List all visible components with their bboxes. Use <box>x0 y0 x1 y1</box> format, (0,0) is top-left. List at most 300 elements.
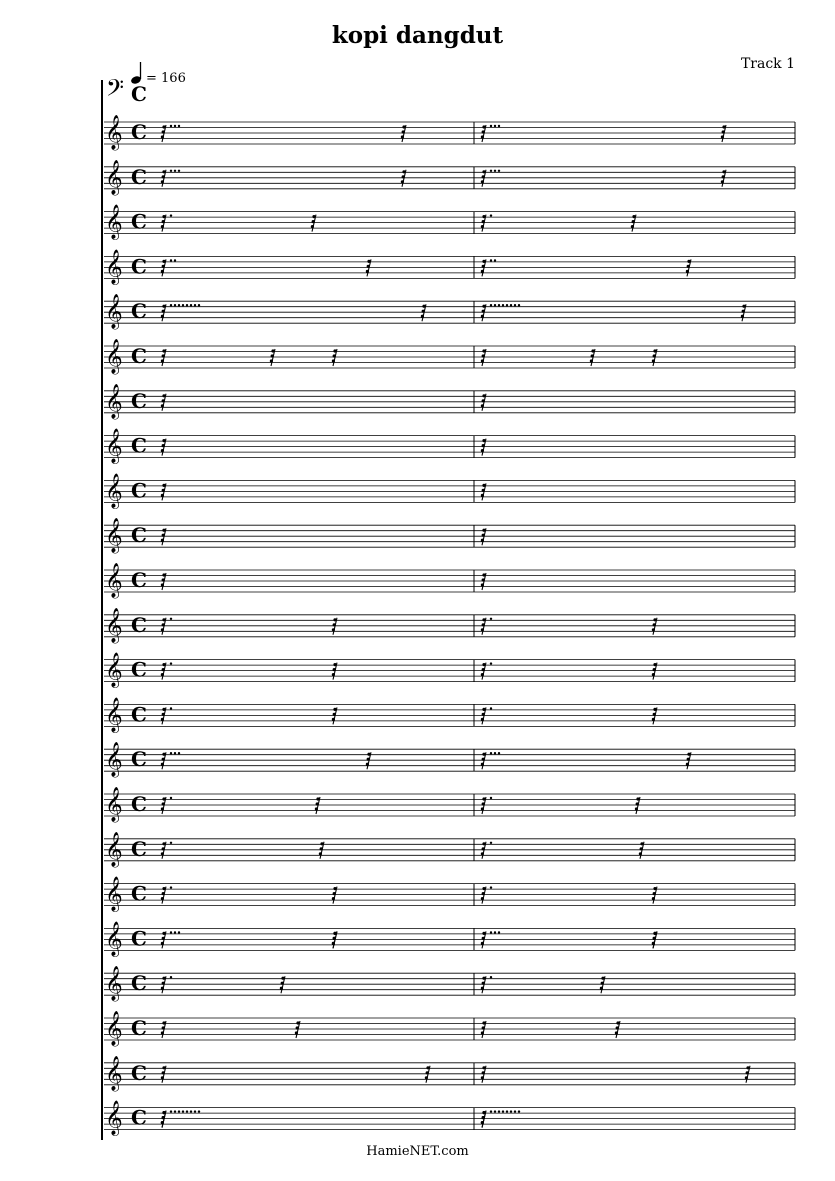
augmentation-dot <box>490 170 492 172</box>
rest-flag <box>482 982 485 985</box>
rest-flag <box>652 942 655 945</box>
rest-flag <box>481 359 484 362</box>
rest-flag <box>482 484 485 487</box>
augmentation-dot <box>174 304 176 306</box>
rest-flag <box>161 897 164 900</box>
rest-flag <box>652 628 655 631</box>
rest-flag <box>162 892 165 895</box>
rest-flag <box>162 305 165 308</box>
augmentation-dot <box>190 304 192 306</box>
treble-clef-icon: 𝄞 <box>105 787 123 822</box>
rest-flag <box>426 1071 429 1074</box>
time-signature: C <box>131 657 147 682</box>
rest-flag <box>332 628 335 631</box>
augmentation-dot <box>170 842 172 844</box>
treble-staff <box>104 697 795 733</box>
rest-flag <box>722 130 725 133</box>
treble-clef-icon: 𝄞 <box>105 249 123 285</box>
tempo-value: = 166 <box>146 71 186 86</box>
treble-staff <box>104 742 795 778</box>
rest-flag <box>162 802 165 805</box>
rest-flag <box>482 215 485 218</box>
rest-flag <box>686 270 689 273</box>
rest-flag <box>653 618 656 621</box>
augmentation-dot <box>178 931 180 933</box>
rest-flag <box>482 668 485 671</box>
rest-flag <box>481 718 484 721</box>
augmentation-dot <box>190 1110 192 1112</box>
treble-clef-icon: 𝄞 <box>105 204 123 240</box>
augmentation-dot <box>494 125 496 127</box>
rest-flag <box>722 125 725 128</box>
rest-flag <box>482 892 485 895</box>
treble-clef-icon: 𝄞 <box>105 1055 123 1091</box>
rest-flag <box>482 753 485 756</box>
augmentation-dot <box>514 304 516 306</box>
rest-flag <box>721 135 724 138</box>
augmentation-dot <box>174 752 176 754</box>
rest-flag <box>482 663 485 666</box>
rest-flag <box>402 175 405 178</box>
rest-flag <box>636 797 639 800</box>
rest-flag <box>161 1031 164 1034</box>
rest-flag <box>653 354 656 357</box>
time-signature: C <box>131 702 147 727</box>
rest-flag <box>482 758 485 761</box>
augmentation-dot <box>494 304 496 306</box>
augmentation-dot <box>518 304 520 306</box>
augmentation-dot <box>490 214 492 216</box>
rest-flag <box>162 753 165 756</box>
rest-flag <box>653 708 656 711</box>
rest-flag <box>481 449 484 452</box>
rest-flag <box>686 763 689 766</box>
rest-flag <box>481 897 484 900</box>
augmentation-dot <box>186 1110 188 1112</box>
treble-staff <box>104 563 795 599</box>
rest-flag <box>482 847 485 850</box>
rest-flag <box>161 270 164 273</box>
rest-flag <box>320 847 323 850</box>
rest-flag <box>281 977 284 980</box>
rest-flag <box>742 310 745 313</box>
rest-flag <box>482 399 485 402</box>
rest-flag <box>746 1071 749 1074</box>
rest-flag <box>162 260 165 263</box>
rest-flag <box>162 578 165 581</box>
rest-flag <box>482 1111 485 1114</box>
treble-clef-icon: 𝄞 <box>105 159 123 195</box>
treble-clef-icon: 𝄞 <box>105 607 123 643</box>
rest-flag <box>367 260 370 263</box>
rest-flag <box>653 668 656 671</box>
augmentation-dot <box>498 931 500 933</box>
rest-flag <box>687 758 690 761</box>
rest-flag <box>482 175 485 178</box>
augmentation-dot <box>178 170 180 172</box>
rest-flag <box>161 449 164 452</box>
rest-flag <box>482 842 485 845</box>
augmentation-dot <box>502 1110 504 1112</box>
rest-flag <box>162 623 165 626</box>
rest-flag <box>162 349 165 352</box>
augmentation-dot <box>490 125 492 127</box>
augmentation-dot <box>174 125 176 127</box>
rest-flag <box>332 897 335 900</box>
rest-flag <box>482 573 485 576</box>
treble-clef-icon: 𝄞 <box>105 563 123 598</box>
rest-flag <box>482 130 485 133</box>
augmentation-dot <box>490 797 492 799</box>
treble-clef-icon: 𝄞 <box>105 921 123 957</box>
rest-flag <box>162 708 165 711</box>
augmentation-dot <box>174 931 176 933</box>
time-signature: C <box>131 971 147 996</box>
rest-flag <box>333 892 336 895</box>
rest-flag <box>482 489 485 492</box>
rest-flag <box>402 125 405 128</box>
rest-flag <box>366 763 369 766</box>
rest-flag <box>295 1031 298 1034</box>
rest-flag <box>332 359 335 362</box>
rest-flag <box>333 349 336 352</box>
rest-flag <box>270 359 273 362</box>
rest-flag <box>745 1076 748 1079</box>
augmentation-dot <box>490 707 492 709</box>
rest-flag <box>296 1026 299 1029</box>
rest-flag <box>652 673 655 676</box>
rest-flag <box>481 135 484 138</box>
augmentation-dot <box>498 752 500 754</box>
rest-flag <box>422 305 425 308</box>
rest-flag <box>652 897 655 900</box>
rest-flag <box>162 758 165 761</box>
rest-flag <box>320 842 323 845</box>
rest-flag <box>312 220 315 223</box>
rest-flag <box>481 763 484 766</box>
augmentation-dot <box>194 304 196 306</box>
rest-flag <box>296 1021 299 1024</box>
augmentation-dot <box>198 304 200 306</box>
rest-flag <box>333 713 336 716</box>
rest-flag <box>722 175 725 178</box>
augmentation-dot <box>494 170 496 172</box>
augmentation-dot <box>490 886 492 888</box>
rest-flag <box>482 708 485 711</box>
rest-flag <box>640 847 643 850</box>
rest-flag <box>162 932 165 935</box>
rest-flag <box>367 265 370 268</box>
rest-flag <box>401 180 404 183</box>
rest-flag <box>161 942 164 945</box>
time-signature: C <box>131 344 147 368</box>
rest-flag <box>481 987 484 990</box>
rest-flag <box>333 623 336 626</box>
rest-flag <box>161 180 164 183</box>
augmentation-dot <box>498 170 500 172</box>
rest-flag <box>162 1026 165 1029</box>
augmentation-dot <box>182 1110 184 1112</box>
rest-flag <box>162 215 165 218</box>
rest-flag <box>482 1116 485 1119</box>
treble-staff <box>104 205 795 241</box>
rest-flag <box>332 718 335 721</box>
time-signature: C <box>131 1060 147 1085</box>
rest-flag <box>616 1026 619 1029</box>
treble-staff <box>104 832 795 868</box>
augmentation-dot <box>506 1110 508 1112</box>
time-signature: C <box>131 299 147 324</box>
rest-flag <box>162 668 165 671</box>
rest-flag <box>425 1076 428 1079</box>
rest-flag <box>481 1076 484 1079</box>
rest-flag <box>367 758 370 761</box>
augmentation-dot <box>170 931 172 933</box>
rest-flag <box>481 315 484 318</box>
rest-flag <box>162 130 165 133</box>
augmentation-dot <box>494 1110 496 1112</box>
rest-flag <box>162 797 165 800</box>
rest-flag <box>422 310 425 313</box>
augmentation-dot <box>498 304 500 306</box>
time-signature: C <box>131 254 147 279</box>
rest-flag <box>482 220 485 223</box>
augmentation-dot <box>498 125 500 127</box>
rest-flag <box>687 753 690 756</box>
rest-flag <box>742 305 745 308</box>
augmentation-dot <box>510 1110 512 1112</box>
augmentation-dot <box>490 304 492 306</box>
augmentation-dot <box>518 1110 520 1112</box>
treble-staff <box>104 339 795 375</box>
rest-flag <box>162 1111 165 1114</box>
treble-clef-icon: 𝄞 <box>105 383 123 419</box>
rest-flag <box>601 982 604 985</box>
treble-clef-icon: 𝄞 <box>105 518 123 554</box>
rest-flag <box>653 623 656 626</box>
rest-flag <box>162 399 165 402</box>
treble-staff <box>104 608 795 644</box>
rest-flag <box>161 673 164 676</box>
augmentation-dot <box>170 170 172 172</box>
rest-flag <box>311 225 314 228</box>
time-signature: C <box>131 120 147 144</box>
track-label: Track 1 <box>740 56 795 72</box>
rest-flag <box>421 315 424 318</box>
treble-staves <box>104 115 795 1137</box>
rest-flag <box>333 932 336 935</box>
augmentation-dot <box>170 125 172 127</box>
treble-staff <box>104 1011 795 1047</box>
rest-flag <box>653 713 656 716</box>
rest-flag <box>332 673 335 676</box>
rest-flag <box>482 1021 485 1024</box>
treble-staff <box>104 966 795 1002</box>
rest-flag <box>162 982 165 985</box>
rest-flag <box>616 1021 619 1024</box>
rest-flag <box>482 534 485 537</box>
time-signature: C <box>131 926 147 951</box>
augmentation-dot <box>182 304 184 306</box>
rest-flag <box>333 663 336 666</box>
rest-flag <box>653 663 656 666</box>
treble-clef-icon: 𝄞 <box>105 652 123 688</box>
rest-flag <box>162 534 165 537</box>
rest-flag <box>481 225 484 228</box>
rest-flag <box>482 797 485 800</box>
rest-flag <box>482 932 485 935</box>
rest-flag <box>631 225 634 228</box>
rest-flag <box>332 942 335 945</box>
augmentation-dot <box>178 752 180 754</box>
treble-staff <box>104 429 795 465</box>
rest-flag <box>162 573 165 576</box>
bass-time-signature: C <box>131 82 147 106</box>
rest-flag <box>162 1071 165 1074</box>
rest-flag <box>271 349 274 352</box>
rest-flag <box>601 977 604 980</box>
rest-flag <box>482 170 485 173</box>
rest-flag <box>482 578 485 581</box>
rest-flag <box>367 753 370 756</box>
treble-clef-icon: 𝄞 <box>105 697 123 733</box>
treble-clef-icon: 𝄞 <box>105 876 123 912</box>
score-title: kopi dangdut <box>331 22 504 49</box>
augmentation-dot <box>490 259 492 261</box>
augmentation-dot <box>170 214 172 216</box>
treble-clef-icon: 𝄞 <box>105 115 123 150</box>
rest-flag <box>161 852 164 855</box>
treble-staff <box>104 518 795 554</box>
augmentation-dot <box>502 304 504 306</box>
rest-flag <box>333 668 336 671</box>
rest-flag <box>162 887 165 890</box>
rest-flag <box>482 439 485 442</box>
augmentation-dot <box>194 1110 196 1112</box>
treble-staff <box>104 877 795 913</box>
rest-flag <box>591 349 594 352</box>
rest-flag <box>161 987 164 990</box>
treble-clef-icon: 𝄞 <box>105 966 123 1002</box>
rest-flag <box>653 937 656 940</box>
augmentation-dot <box>490 618 492 620</box>
rest-flag <box>632 220 635 223</box>
rest-flag <box>653 887 656 890</box>
rest-flag <box>482 1026 485 1029</box>
rest-flag <box>590 359 593 362</box>
rest-flag <box>481 942 484 945</box>
treble-staff <box>104 1101 795 1137</box>
rest-flag <box>280 987 283 990</box>
rest-flag <box>482 265 485 268</box>
augmentation-dot <box>170 886 172 888</box>
rest-flag <box>161 628 164 631</box>
augmentation-dot <box>178 304 180 306</box>
rest-flag <box>481 404 484 407</box>
rest-flag <box>482 977 485 980</box>
treble-clef-icon: 𝄞 <box>105 428 123 464</box>
rest-flag <box>162 439 165 442</box>
augmentation-dot <box>170 797 172 799</box>
rest-flag <box>482 713 485 716</box>
time-signature: C <box>131 1016 147 1040</box>
time-signature: C <box>131 388 147 413</box>
rest-flag <box>482 125 485 128</box>
time-signature: C <box>131 164 147 189</box>
augmentation-dot <box>178 125 180 127</box>
rest-flag <box>481 583 484 586</box>
rest-flag <box>161 1121 164 1124</box>
rest-flag <box>162 175 165 178</box>
rest-flag <box>482 310 485 313</box>
augmentation-dot <box>170 752 172 754</box>
augmentation-dot <box>174 170 176 172</box>
rest-flag <box>319 852 322 855</box>
augmentation-dot <box>170 1110 172 1112</box>
rest-flag <box>161 359 164 362</box>
rest-flag <box>162 354 165 357</box>
augmentation-dot <box>490 1110 492 1112</box>
treble-clef-icon: 𝄞 <box>105 339 123 374</box>
augmentation-dot <box>170 618 172 620</box>
rest-flag <box>333 708 336 711</box>
rest-flag <box>426 1066 429 1069</box>
augmentation-dot <box>174 259 176 261</box>
rest-flag <box>162 1116 165 1119</box>
bass-clef-icon: 𝄢 <box>106 74 125 107</box>
rest-flag <box>162 265 165 268</box>
rest-flag <box>162 618 165 621</box>
rest-flag <box>162 977 165 980</box>
rest-flag <box>482 529 485 532</box>
treble-clef-icon: 𝄞 <box>105 1100 123 1136</box>
augmentation-dot <box>170 707 172 709</box>
rest-flag <box>482 937 485 940</box>
augmentation-dot <box>498 1110 500 1112</box>
rest-flag <box>481 852 484 855</box>
rest-flag <box>162 170 165 173</box>
rest-flag <box>482 887 485 890</box>
rest-flag <box>161 225 164 228</box>
rest-flag <box>162 220 165 223</box>
rest-flag <box>366 270 369 273</box>
rest-flag <box>591 354 594 357</box>
treble-staff <box>104 653 795 689</box>
rest-flag <box>162 1021 165 1024</box>
rest-flag <box>162 394 165 397</box>
augmentation-dot <box>506 304 508 306</box>
treble-staff <box>104 921 795 957</box>
rest-flag <box>161 583 164 586</box>
augmentation-dot <box>198 1110 200 1112</box>
time-signature: C <box>131 523 147 548</box>
rest-flag <box>333 354 336 357</box>
rest-flag <box>162 310 165 313</box>
rest-flag <box>281 982 284 985</box>
rest-flag <box>635 807 638 810</box>
rest-flag <box>162 489 165 492</box>
augmentation-dot <box>174 1110 176 1112</box>
rest-flag <box>162 125 165 128</box>
rest-flag <box>640 842 643 845</box>
rest-flag <box>615 1031 618 1034</box>
time-signature: C <box>131 792 147 816</box>
time-signature: C <box>131 836 147 861</box>
rest-flag <box>721 180 724 183</box>
treble-clef-icon: 𝄞 <box>105 473 123 509</box>
treble-staff <box>104 294 795 330</box>
rest-flag <box>161 807 164 810</box>
